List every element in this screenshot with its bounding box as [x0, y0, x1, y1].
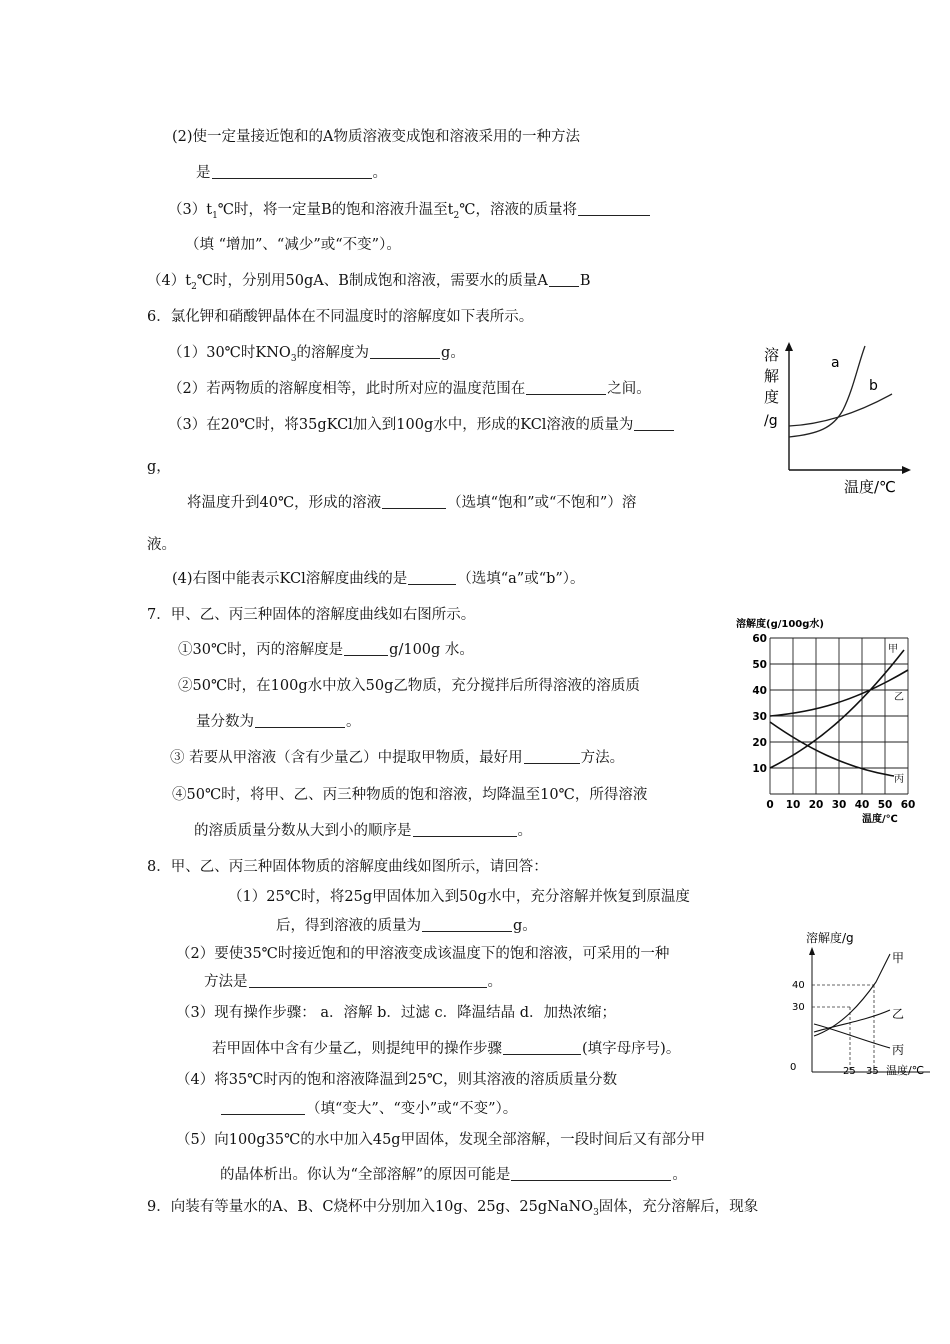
y-axis-label-char: 溶 [764, 346, 780, 364]
q7-line-1: ①30℃时，丙的溶解度是 g/100g 水。 [178, 642, 474, 658]
q8-line-5b: 的晶体析出。你认为“全部溶解”的原因可能是 。 [220, 1167, 687, 1183]
q5-line-4: $(4)t_2℃$时，分别用50gA、B制成饱和溶液，需要水的质量A B [147, 273, 591, 292]
series-label: 乙 [892, 1007, 905, 1021]
series-label: 乙 [894, 692, 904, 703]
q8-title: 8．甲、乙、丙三种固体物质的溶解度曲线如图所示，请回答： [147, 859, 548, 875]
figure-title: 溶解度(g/100g水) [736, 619, 824, 630]
q8-line-3b: 若甲固体中含有少量乙，则提纯甲的操作步骤 (填字母序号)。 [212, 1041, 681, 1057]
q6-line-4: (4)右图中能表示KCl溶解度曲线的是 （选填“a”或“b”）。 [172, 571, 585, 587]
q6-line-3: （3）在20℃时，将35gKCl加入到100g水中，形成的KCl溶液的质量为 [168, 416, 675, 434]
answer-blank[interactable] [634, 416, 674, 431]
q8-line-1b: 后，得到溶液的质量为 g。 [276, 918, 537, 934]
answer-blank[interactable] [578, 201, 650, 216]
y-axis-arrow-icon [785, 342, 793, 351]
y-tick-label: 40 [792, 980, 805, 991]
q8-line-2b: 方法是 。 [204, 974, 502, 990]
series-label: 甲 [888, 644, 898, 655]
answer-blank[interactable] [526, 380, 606, 395]
q7-title: 7．甲、乙、丙三种固体的溶解度曲线如右图所示。 [147, 607, 476, 623]
q7-line-2b: 量分数为 。 [196, 714, 361, 730]
curve-yi [814, 1010, 890, 1032]
x-axis-label: 温度/℃ [844, 478, 896, 496]
y-tick-label: 60 [752, 633, 767, 645]
answer-blank[interactable] [413, 822, 517, 837]
answer-blank[interactable] [370, 344, 440, 359]
answer-blank[interactable] [249, 973, 487, 988]
answer-blank[interactable] [524, 749, 580, 764]
q8-line-4a: （4）将35℃时丙的饱和溶液降温到25℃，则其溶液的溶质质量分数 [176, 1072, 618, 1088]
x-tick-label: 10 [785, 799, 801, 811]
curve-bing [814, 1024, 890, 1048]
y-axis-arrow-icon [809, 947, 815, 955]
q6-line-3-temp: 将温度升到40℃，形成的溶液 （选填“饱和”或“不饱和”）溶 [187, 495, 637, 511]
origin-label: 0 [790, 1062, 797, 1073]
y-tick-label: 40 [752, 685, 767, 697]
x-tick-label: 50 [877, 799, 893, 811]
answer-blank[interactable] [408, 570, 456, 585]
curve-jia [770, 650, 904, 768]
series-label: 丙 [894, 774, 904, 785]
curve-jia [814, 954, 890, 1036]
q6-line-2: （2）若两物质的溶解度相等，此时所对应的温度范围在 之间。 [168, 381, 651, 397]
answer-blank[interactable] [503, 1040, 581, 1055]
x-tick-label: 40 [854, 799, 870, 811]
series-label: 丙 [892, 1043, 905, 1057]
q5-line-2a: (2)使一定量接近饱和的A物质溶液变成饱和溶液采用的一种方法 [172, 129, 581, 145]
q6-title: 6．氯化钾和硝酸钾晶体在不同温度时的溶解度如下表所示。 [147, 309, 534, 325]
x-tick-label: 60 [900, 799, 916, 811]
x-tick-label: 30 [831, 799, 847, 811]
curve-a-label: a [831, 355, 840, 371]
q9-title: 9．向装有等量水的A、B、C烧杯中分别加入10g、25g、25gNaNO$_3$固体，充分溶解后，现象 [147, 1199, 759, 1218]
q7-line-4b: 的溶质质量分数从大到小的顺序是 。 [194, 823, 532, 839]
grid-lines [770, 638, 908, 794]
q6-line-3-cont: g， [147, 459, 171, 475]
solubility-figure-ab [758, 340, 918, 500]
q7-line-2a: ②50℃时，在100g水中放入50g乙物质，充分搅拌后所得溶液的溶质质 [178, 678, 640, 694]
q5-line-3a: $(3)t_1℃$时，将一定量B的饱和溶液升温至$t_2℃$，溶液的质量将 [168, 201, 651, 225]
x-tick-label: 20 [808, 799, 824, 811]
curve-a [789, 346, 865, 437]
x-tick-label: 35 [866, 1066, 879, 1077]
y-tick-label: 50 [752, 659, 767, 671]
answer-blank[interactable] [549, 272, 579, 287]
answer-blank[interactable] [344, 641, 388, 656]
x-axis-label: 温度/℃ [886, 1064, 925, 1077]
q8-line-4b: （填“变大”、“变小”或“不变”）。 [220, 1100, 517, 1118]
q7-line-4a: ④50℃时，将甲、乙、丙三种物质的饱和溶液，均降温至10℃，所得溶液 [172, 787, 648, 803]
solubility-figure-grid [734, 614, 924, 826]
x-axis-label: 温度/℃ [862, 814, 898, 825]
answer-blank[interactable] [511, 1166, 671, 1181]
y-tick-label: 20 [752, 737, 767, 749]
y-tick-label: 30 [752, 711, 767, 723]
y-tick-label: 30 [792, 1002, 805, 1013]
y-axis-label-char: /g [764, 413, 778, 429]
y-tick-label: 10 [752, 763, 767, 775]
x-axis-arrow-icon [902, 466, 911, 474]
answer-blank[interactable] [212, 164, 372, 179]
q8-line-1a: （1）25℃时，将25g甲固体加入到50g水中，充分溶解并恢复到原温度 [228, 889, 690, 905]
solubility-figure-jyb [782, 922, 940, 1080]
curve-b-label: b [869, 378, 878, 394]
y-axis-label-char: 度 [764, 388, 780, 406]
curve-b [789, 394, 892, 426]
q8-line-2a: （2）要使35℃时接近饱和的甲溶液变成该温度下的饱和溶液，可采用的一种 [176, 946, 670, 962]
q6-line-1: （1）30℃时$KNO_3$的溶解度为 g。 [168, 345, 465, 364]
q8-line-3a: （3）现有操作步骤： a．溶解 b．过滤 c．降温结晶 d．加热浓缩； [176, 1005, 616, 1021]
q6-line-3-end: 液。 [147, 537, 176, 553]
y-axis-label: 溶解度/g [806, 931, 854, 945]
q8-line-5a: （5）向100g35℃的水中加入45g甲固体，发现全部溶解，一段时间后又有部分甲 [176, 1132, 706, 1148]
answer-blank[interactable] [221, 1100, 305, 1115]
q5-line-2b: 是 。 [196, 165, 387, 181]
answer-blank[interactable] [255, 713, 345, 728]
series-label: 甲 [892, 951, 905, 965]
q5-line-3b: （填 “增加”、“减少”或“不变”）。 [185, 237, 401, 253]
y-axis-label-char: 解 [764, 367, 780, 385]
answer-blank[interactable] [422, 917, 512, 932]
answer-blank[interactable] [382, 494, 446, 509]
q7-line-3: ③ 若要从甲溶液（含有少量乙）中提取甲物质，最好用 方法。 [170, 750, 625, 766]
x-tick-label: 25 [843, 1066, 856, 1077]
x-tick-label: 0 [766, 799, 774, 811]
